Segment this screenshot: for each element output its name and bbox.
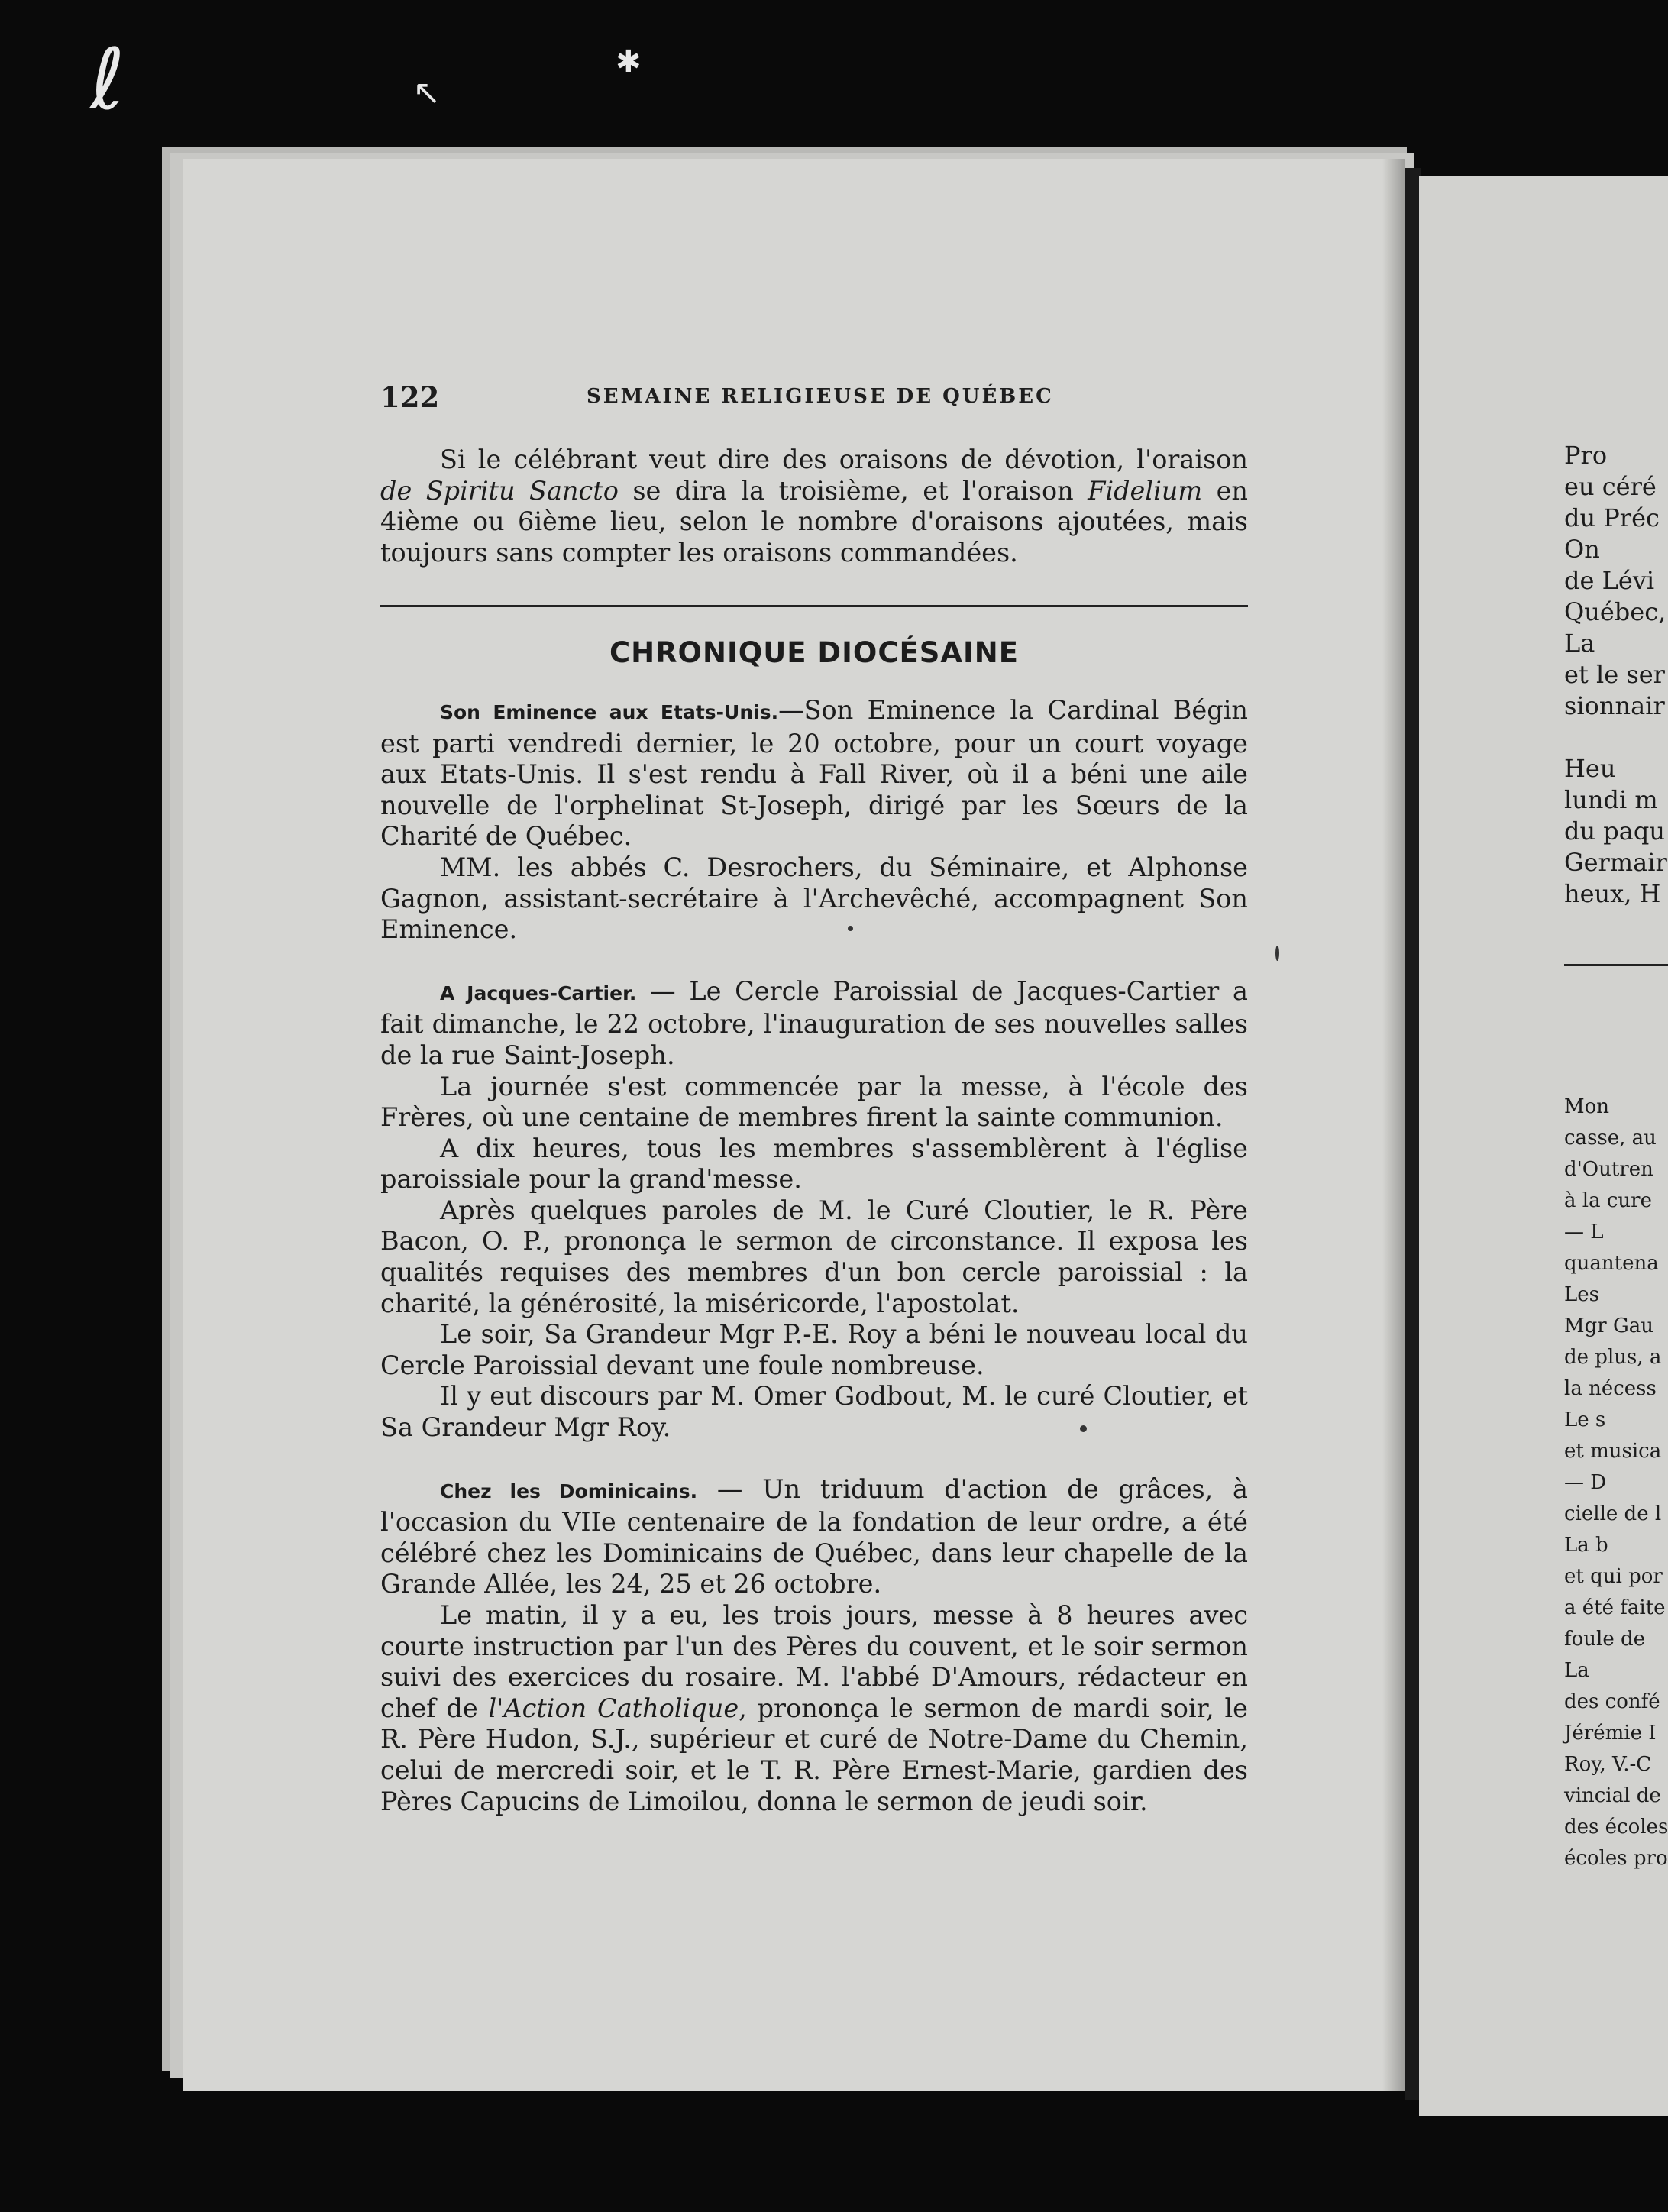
right-page-line: du Préc — [1564, 503, 1660, 532]
right-page-line: La — [1564, 1659, 1589, 1682]
page-fold-shadow — [1382, 159, 1405, 2091]
right-page-line: a été faite — [1564, 1596, 1666, 1619]
right-page-line: La b — [1564, 1534, 1608, 1557]
right-page-line: du paqu — [1564, 817, 1665, 846]
ink-speck — [848, 926, 853, 931]
publication-title: l'Action Catholique — [488, 1693, 739, 1723]
right-page-line: foule de — [1564, 1628, 1646, 1651]
right-page-line: de plus, a — [1564, 1346, 1662, 1369]
right-page-line: heux, H — [1564, 879, 1661, 908]
article-paragraph: Le soir, Sa Grandeur Mgr P.-E. Roy a béni le nouveau local du Cercle Paroissial devant une foule nombreuse. — [380, 1319, 1248, 1380]
article-paragraph: A dix heures, tous les membres s'assemblèrent à l'église paroissiale pour la grand'messe. — [380, 1133, 1248, 1195]
right-page-line: Les — [1564, 1283, 1599, 1306]
right-page-line: et le ser — [1564, 660, 1665, 689]
right-page-line: Roy, V.-C — [1564, 1753, 1652, 1776]
scan-mark-letter: ℓ — [90, 31, 125, 128]
page-header — [380, 380, 1248, 419]
right-page-line: sionnair — [1564, 691, 1665, 720]
right-page-line: Heu — [1564, 754, 1616, 783]
right-page-line: — D — [1564, 1471, 1607, 1494]
article-text: — Le Cercle Paroissial de Jacques-Cartier a fait dimanche, le 22 octobre, l'inauguration de ses nouvelles salles de la rue Saint-Joseph. — [380, 975, 1248, 1070]
article-paragraph — [380, 695, 1248, 852]
right-page-line: des confé — [1564, 1690, 1660, 1713]
right-page-line: Mon — [1564, 1095, 1610, 1118]
article-rubric: Chez les Dominicains. — [440, 1480, 698, 1502]
latin-phrase: de Spiritu Sancto — [380, 475, 619, 506]
article-paragraph — [380, 976, 1248, 1072]
ink-speck — [1275, 946, 1279, 961]
page-body — [380, 445, 1248, 1817]
right-page-line: — L — [1564, 1221, 1604, 1243]
article-rubric: A Jacques-Cartier. — [440, 981, 637, 1004]
right-page-line: vincial de — [1564, 1784, 1661, 1807]
right-page-line: La — [1564, 629, 1595, 658]
article-paragraph: MM. les abbés C. Desrochers, du Séminaire, et Alphonse Gagnon, assistant-secrétaire à l'Archevêché, accompagnent Son Eminence. — [380, 852, 1248, 945]
right-page-line: Jérémie I — [1564, 1722, 1657, 1745]
right-page-line — [1564, 998, 1668, 1029]
right-page-line: eu céré — [1564, 472, 1657, 501]
article-paragraph: La journée s'est commencée par la messe, à l'école des Frères, où une centaine de membres firent la sainte communion. — [380, 1071, 1248, 1133]
spacer — [380, 946, 1248, 976]
article-text: , prononça le sermon de mardi soir, le R. Père Hudon, S.J., supérieur et curé de Notre-Dame du Chemin, celui de mercredi soir, et le T. R. Père Ernest-Marie, gardien des Pères Capucins de Limoilou, donna le sermon de jeudi soir. — [380, 1693, 1248, 1816]
right-page-line: lundi m — [1564, 785, 1658, 814]
section-title: CHRONIQUE DIOCÉSAINE — [609, 636, 1020, 670]
scan-mark-speck: ↖ — [412, 73, 441, 112]
article-paragraph: Il y eut discours par M. Omer Godbout, M. le curé Cloutier, et Sa Grandeur Mgr Roy. — [380, 1381, 1248, 1443]
right-page-divider — [1564, 964, 1668, 998]
right-page-line: à la cure — [1564, 1189, 1652, 1212]
right-page-line — [1564, 1029, 1668, 1060]
right-page-line: cielle de l — [1564, 1502, 1662, 1525]
right-page-line: d'Outren — [1564, 1158, 1653, 1181]
right-page-line: Mgr Gau — [1564, 1315, 1653, 1337]
right-page-line: quantena — [1564, 1252, 1659, 1275]
right-page-line: Le s — [1564, 1408, 1606, 1431]
article-text: —Son Eminence la Cardinal Bégin est parti vendredi dernier, le 20 octobre, pour un court voyage aux Etats-Unis. Il s'est rendu à Fall River, où il a béni une aile nouvelle de l'orphelinat St-Joseph, dirigé par les Sœurs de la Charité de Québec. — [380, 694, 1248, 852]
right-page-line — [1564, 910, 1668, 941]
right-page-line: de Lévi — [1564, 566, 1655, 595]
right-page-line: Québec, — [1564, 597, 1666, 626]
right-page-line: Pro — [1564, 441, 1608, 470]
right-page-line: et qui por — [1564, 1565, 1663, 1588]
latin-phrase: Fidelium — [1088, 475, 1203, 506]
article-paragraph: Après quelques paroles de M. le Curé Cloutier, le R. Père Bacon, O. P., prononça le sermon de circonstance. Il exposa les qualités requises des membres d'un bon cercle paroissial : la charité, la générosité, la miséricorde, l'apostolat. — [380, 1195, 1248, 1318]
right-page-line: écoles pro — [1564, 1847, 1668, 1870]
right-page — [1419, 176, 1668, 2116]
ink-speck — [1080, 1425, 1087, 1432]
book-gutter — [1405, 168, 1421, 2100]
article-text: Le matin, il y a eu, les trois jours, messe à 8 heures avec courte instruction par l'un des Pères du couvent, et le soir sermon suivi des exercices du rosaire. M. l'abbé D'Amours, rédacteur en chef de — [380, 1600, 1248, 1723]
right-page-line: et musica — [1564, 1440, 1662, 1463]
right-page-line — [1564, 1060, 1668, 1091]
right-page-line: Germair — [1564, 848, 1667, 877]
article-paragraph — [380, 1474, 1248, 1600]
article-paragraph — [380, 1600, 1248, 1817]
article-text: — Un triduum d'action de grâces, à l'occasion du VIIe centenaire de la fondation de leur ordre, a été célébré chez les Dominicains de Québec, dans leur chapelle de la Grande Allée, les 24, 25 et 26 octobre. — [380, 1473, 1249, 1599]
right-page-line: des écoles — [1564, 1816, 1668, 1838]
scan-mark-speck: ✱ — [616, 44, 642, 79]
intro-paragraph: Si le célébrant veut dire des oraisons de dévotion, l'oraison de Spiritu Sancto se dira la troisième, et l'oraison Fidelium en 4ième ou 6ième lieu, selon le nombre d'oraisons ajoutées, mais toujours sans compter les oraisons commandées. — [380, 445, 1248, 568]
running-head: SEMAINE RELIGIEUSE DE QUÉBEC — [587, 385, 1054, 408]
right-page-line: la nécess — [1564, 1377, 1657, 1400]
right-page-text-fragments — [1564, 440, 1668, 1874]
right-page-line: On — [1564, 535, 1600, 564]
spacer — [380, 1444, 1248, 1474]
right-page-line: casse, au — [1564, 1127, 1657, 1150]
section-divider — [380, 605, 1248, 607]
page-number: 122 — [380, 380, 440, 414]
article-rubric: Son Eminence aux Etats-Unis. — [440, 700, 779, 723]
right-page-line — [1564, 722, 1668, 753]
